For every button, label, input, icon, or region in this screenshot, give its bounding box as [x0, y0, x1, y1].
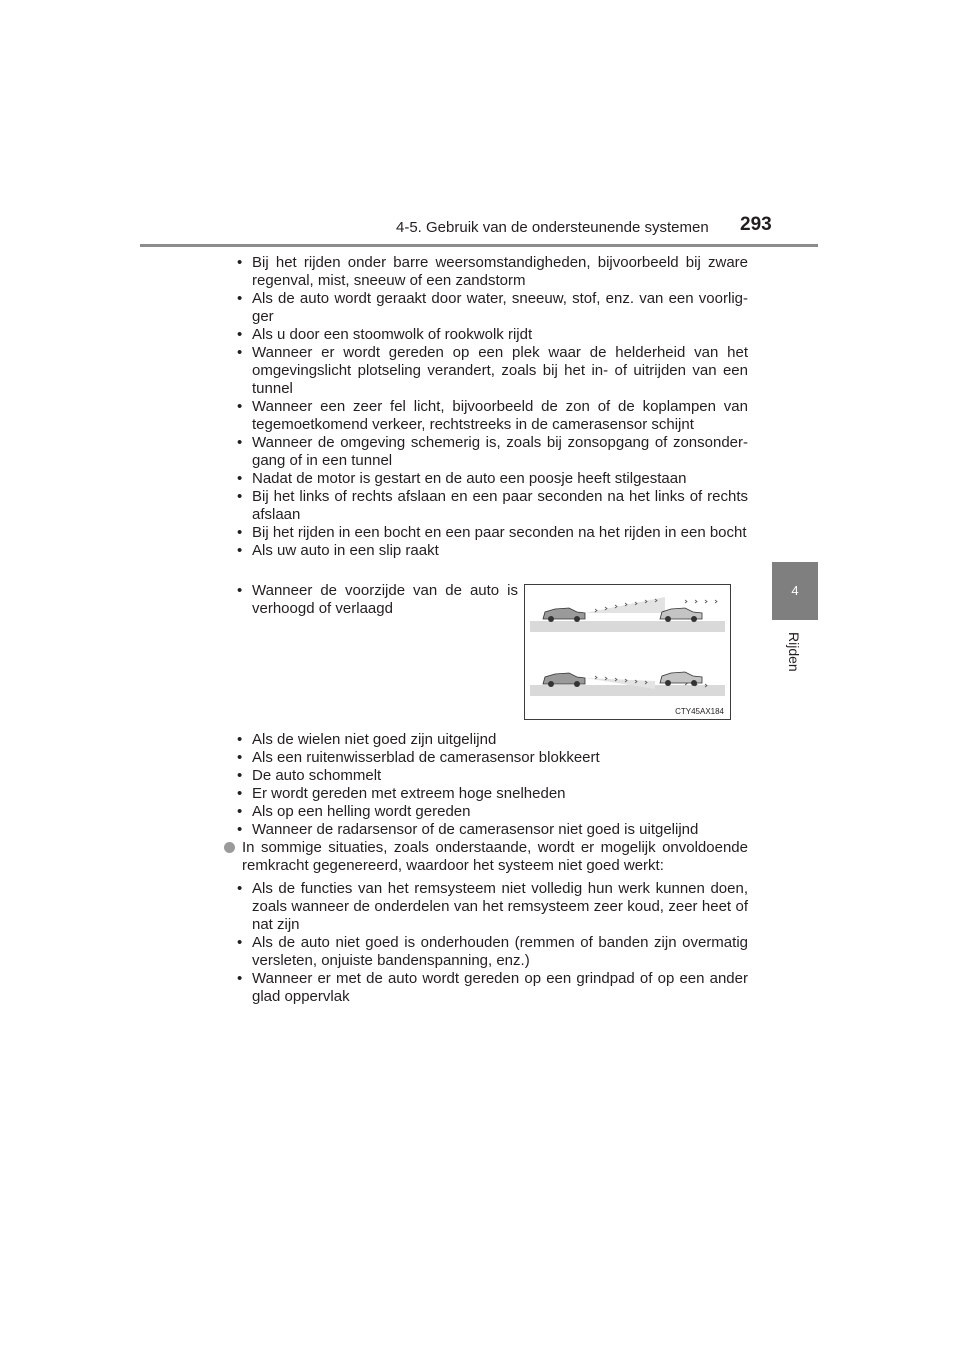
list-item: • Als uw auto in een slip raakt — [228, 542, 748, 560]
page-number: 293 — [740, 214, 772, 235]
list-item: • Wanneer een zeer fel licht, bijvoorbeeld de zon of de koplampen van tegemoetkomend verkeer, rechtstreeks in de camerasensor schijnt — [228, 398, 748, 434]
header-section-title: 4-5. Gebruik van de ondersteunende systemen — [396, 219, 709, 236]
conditions-list-2 — [228, 731, 748, 839]
chapter-tab: 4 — [772, 562, 818, 620]
vehicle-height-illustration — [524, 584, 731, 720]
list-item: • Bij het rijden in een bocht en een paar seconden na het rijden in een bocht — [228, 524, 748, 542]
list-item: • Wanneer de voorzijde van de auto is verhoogd of verlaagd — [228, 582, 518, 618]
list-item: • Wanneer de radarsensor of de camerasensor niet goed is uitgelijnd — [228, 821, 748, 839]
conditions-list-1 — [228, 254, 748, 560]
car-icon — [660, 608, 702, 622]
main-bullet-paragraph — [224, 839, 748, 875]
car-diagram-image — [525, 585, 730, 719]
list-item: • Als de auto wordt geraakt door water, sneeuw, stof, enz. van een voorlig-ger — [228, 290, 748, 326]
list-item: • Als de wielen niet goed zijn uitgelijnd — [228, 731, 748, 749]
list-item: • Als de functies van het remsysteem niet volledig hun werk kunnen doen, zoals wanneer de onderdelen van het remsysteem zeer koud, zeer heet of nat zijn — [228, 880, 748, 934]
list-item: • Als een ruitenwisserblad de camerasensor blokkeert — [228, 749, 748, 767]
car-icon — [660, 672, 702, 686]
list-item: • Bij het rijden onder barre weersomstandigheden, bijvoorbeeld bij zware regenval, mist, sneeuw of een zandstorm — [228, 254, 748, 290]
list-item: • Als op een helling wordt gereden — [228, 803, 748, 821]
list-item: • Er wordt gereden met extreem hoge snelheden — [228, 785, 748, 803]
conditions-list-3 — [228, 880, 748, 1006]
list-item: • De auto schommelt — [228, 767, 748, 785]
list-item: • Wanneer er wordt gereden op een plek waar de helderheid van het omgevingslicht plotseling verandert, zoals bij het in- of uitrijden van een tunnel — [228, 344, 748, 398]
car-icon — [543, 673, 585, 687]
car-icon — [543, 608, 585, 622]
figure-caption-item — [228, 582, 518, 618]
list-item: • Wanneer er met de auto wordt gereden op een grindpad of op een ander glad oppervlak — [228, 970, 748, 1006]
list-item: • Wanneer de omgeving schemerig is, zoals bij zonsopgang of zonsonder-gang of in een tunnel — [228, 434, 748, 470]
list-item: • Als u door een stoomwolk of rookwolk rijdt — [228, 326, 748, 344]
list-item: • Als de auto niet goed is onderhouden (remmen of banden zijn overmatig versleten, onjuiste bandenspanning, enz.) — [228, 934, 748, 970]
chapter-label: Rijden — [786, 632, 802, 672]
list-item: • Bij het links of rechts afslaan en een paar seconden na het links of rechts afslaan — [228, 488, 748, 524]
header-rule — [140, 244, 818, 247]
list-item: • Nadat de motor is gestart en de auto een poosje heeft stilgestaan — [228, 470, 748, 488]
figure-code: CTY45AX184 — [675, 707, 724, 716]
main-bullet-text: In sommige situaties, zoals onderstaande, wordt er mogelijk onvoldoende remkracht gegenereerd, waardoor het systeem niet goed werkt: — [242, 839, 748, 874]
bullet-dot-icon — [224, 842, 235, 853]
